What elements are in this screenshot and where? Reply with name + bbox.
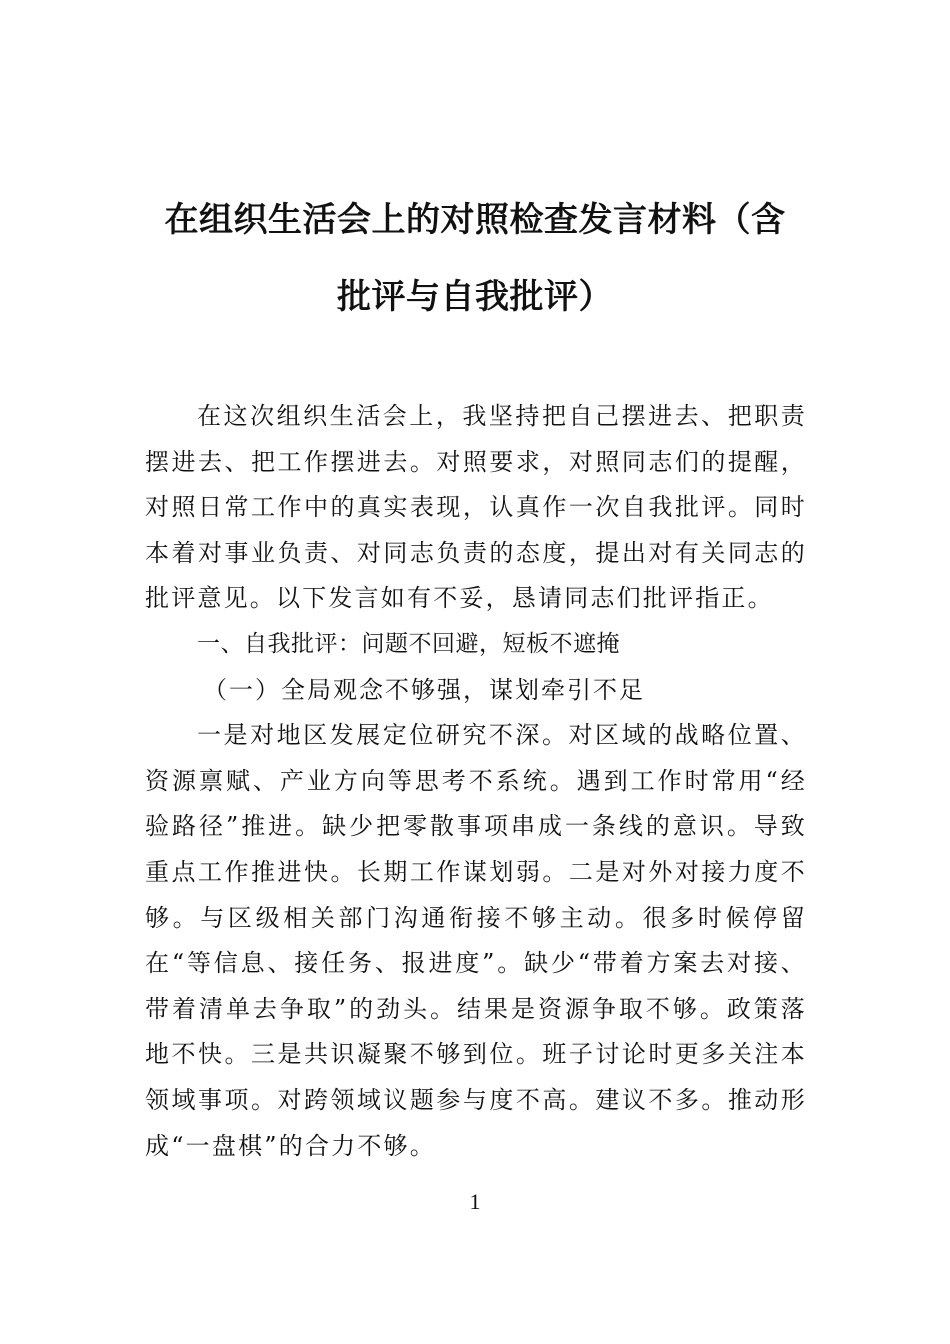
page-number: 1	[469, 1189, 481, 1214]
title-line-1: 在组织生活会上的对照检查发言材料（含	[164, 200, 786, 240]
intro-paragraph: 在这次组织生活会上，我坚持把自己摆进去、把职责摆进去、把工作摆进去。对照要求，对照同志们的提醒，对照日常工作中的真实表现，认真作一次自我批评。同时本着对事业负责、对同志负责的态度，提出对有关同志的批评意见。以下发言如有不妥，恳请同志们批评指正。	[145, 402, 807, 613]
subsection-heading-overall-view: （一）全局观念不够强，谋划牵引不足	[203, 675, 645, 704]
section-heading-self-criticism: 一、自我批评：问题不回避，短板不遮掩	[197, 630, 620, 657]
subsection-body-paragraph: 一是对地区发展定位研究不深。对区域的战略位置、资源禀赋、产业方向等思考不系统。遇到工作时常用“经验路径”推进。缺少把零散事项串成一条线的意识。导致重点工作推进快。长期工作谋划弱。二是对外对接力度不够。与区级相关部门沟通衔接不够主动。很多时候停留在“等信息、接任务、报进度”。缺少“带着方案去对接、带着清单去争取”的劲头。结果是资源争取不够。政策落地不快。三是共识凝聚不够到位。班子讨论时更多关注本领域事项。对跨领域议题参与度不高。建议不多。推动形成“一盘棋”的合力不够。	[145, 721, 807, 1160]
document-title	[145, 182, 805, 336]
title-line-2: 批评与自我批评）	[337, 277, 613, 317]
document-body	[145, 394, 807, 1169]
